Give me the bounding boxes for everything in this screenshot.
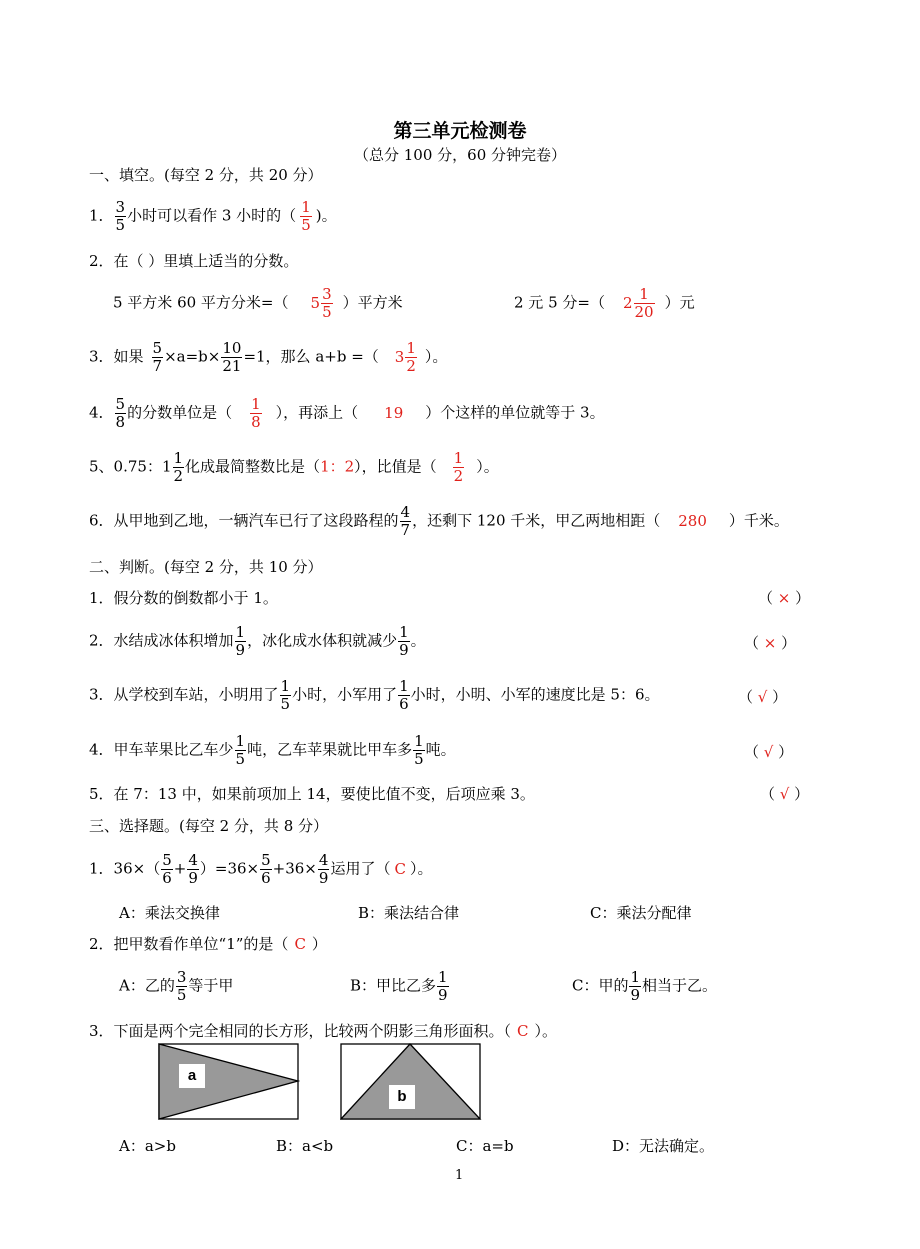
section-2-heading: 二、判断。(每空 2 分，共 10 分） bbox=[89, 558, 323, 576]
section-3-heading: 三、选择题。(每空 2 分，共 8 分） bbox=[89, 817, 329, 835]
answer-fraction: $\frac{1}{8}$ bbox=[251, 395, 261, 431]
fraction: $\frac{4}{9}$ bbox=[188, 851, 198, 887]
answer: C bbox=[517, 1022, 529, 1040]
answer-fraction: $\frac{1}{2}$ bbox=[406, 339, 416, 375]
fraction: $\frac{5}{8}$ bbox=[115, 395, 126, 431]
judge-1: 1．假分数的倒数都小于 1。 bbox=[89, 589, 278, 607]
judge-3: 3．从学校到车站，小明用了 $\frac{1}{5}$ 小时，小军用了 $\frac{1}{6}$ 小时，小明、小军的速度比是 5：6。 bbox=[89, 677, 660, 713]
answer-fraction: $\frac{1}{20}$ bbox=[634, 285, 654, 321]
question-1-6: 6．从甲地到乙地，一辆汽车已行了这段路程的 $\frac{4}{7}$ ，还剩下 120 千米，甲乙两地相距（ 280 ）千米。 bbox=[89, 503, 789, 539]
choice-2-option-c: C：甲的 $\frac{1}{9}$ 相当于乙。 bbox=[572, 968, 718, 1004]
figure-b-label: b bbox=[389, 1085, 415, 1109]
choice-2-option-a: A：乙的 $\frac{3}{5}$ 等于甲 bbox=[119, 968, 234, 1004]
fraction: $\frac{3}{5}$ bbox=[176, 968, 187, 1004]
question-1-2: 2．在（ ）里填上适当的分数。 bbox=[89, 252, 299, 270]
answer-whole: 5 bbox=[310, 293, 321, 312]
choice-3-option-a: A：a>b bbox=[119, 1137, 176, 1155]
question-1-1: 1． $\frac{3}{5}$ 小时可以看作 3 小时的（ $\frac{1}{5}$ )。 bbox=[89, 198, 337, 234]
choice-3: 3．下面是两个完全相同的长方形，比较两个阴影三角形面积。（ C ）。 bbox=[89, 1022, 558, 1040]
answer: 19 bbox=[384, 403, 404, 422]
judge-5: 5．在 7：13 中，如果前项加上 14，要使比值不变，后项应乘 3。 bbox=[89, 785, 535, 803]
judge-5-answer: （ √ ） bbox=[760, 785, 810, 803]
choice-3-option-b: B：a<b bbox=[276, 1137, 334, 1155]
fraction: $\frac{4}{7}$ bbox=[400, 503, 411, 539]
answer: 1：2 bbox=[320, 457, 355, 476]
fraction: $\frac{1}{5}$ bbox=[414, 732, 424, 768]
judge-3-answer: （ √ ） bbox=[738, 688, 788, 706]
answer: C bbox=[294, 935, 306, 953]
question-1-3: 3．如果 $\frac{5}{7}$ ×a=b× $\frac{10}{21}$ =1，那么 a+b =（ 3 $\frac{1}{2}$ ）。 bbox=[89, 339, 448, 375]
choice-1: 1．36×（ $\frac{5}{6}$ + $\frac{4}{9}$ ）=36× $\frac{5}{6}$ +36× $\frac{4}{9}$ 运用了（ C ）。 bbox=[89, 851, 433, 887]
fraction: $\frac{5}{7}$ bbox=[152, 339, 163, 375]
figure-a-label: a bbox=[179, 1064, 205, 1088]
fraction: $\frac{1}{5}$ bbox=[280, 677, 291, 713]
answer-whole: 2 bbox=[622, 293, 633, 312]
judge-4-answer: （ √ ） bbox=[744, 743, 794, 761]
fraction: $\frac{5}{6}$ bbox=[261, 851, 271, 887]
page-number: 1 bbox=[455, 1168, 464, 1183]
question-1-4: 4． $\frac{5}{8}$ 的分数单位是（ $\frac{1}{8}$ ），再添上（ 19 ）个这样的单位就等于 3。 bbox=[89, 395, 605, 431]
page-title: 第三单元检测卷 bbox=[393, 120, 527, 142]
fraction: $\frac{1}{9}$ bbox=[235, 623, 246, 659]
answer: 280 bbox=[678, 511, 707, 530]
answer-fraction: $\frac{1}{2}$ bbox=[453, 449, 464, 485]
fraction: $\frac{1}{5}$ bbox=[235, 732, 246, 768]
choice-2: 2．把甲数看作单位“1”的是（ C ） bbox=[89, 935, 327, 953]
choice-1-option-b: B：乘法结合律 bbox=[358, 904, 460, 922]
rectangle-figure-b bbox=[340, 1043, 482, 1121]
fraction: $\frac{1}{2}$ bbox=[173, 449, 184, 485]
answer: C bbox=[394, 859, 406, 878]
judge-1-answer: （ × ） bbox=[758, 589, 811, 607]
fraction: $\frac{5}{6}$ bbox=[162, 851, 172, 887]
choice-1-option-a: A：乘法交换律 bbox=[119, 904, 220, 922]
judge-2-answer: （ × ） bbox=[744, 634, 797, 652]
judge-4: 4．甲车苹果比乙车少 $\frac{1}{5}$ 吨，乙车苹果就比甲车多 $\frac{1}{5}$ 吨。 bbox=[89, 732, 456, 768]
fraction: $\frac{3}{5}$ bbox=[115, 198, 126, 234]
page-subtitle: （总分 100 分，60 分钟完卷） bbox=[353, 146, 567, 164]
choice-3-option-d: D：无法确定。 bbox=[612, 1137, 715, 1155]
fraction: $\frac{1}{6}$ bbox=[399, 677, 409, 713]
choice-3-option-c: C：a=b bbox=[456, 1137, 514, 1155]
fraction: $\frac{1}{9}$ bbox=[438, 968, 448, 1004]
answer-fraction: $\frac{1}{5}$ bbox=[301, 198, 311, 234]
judge-2: 2．水结成冰体积增加 $\frac{1}{9}$ ，冰化成水体积就减少 $\frac{1}{9}$ 。 bbox=[89, 623, 426, 659]
choice-2-option-b: B：甲比乙多 $\frac{1}{9}$ bbox=[350, 968, 448, 1004]
fraction: $\frac{1}{9}$ bbox=[630, 968, 641, 1004]
fraction: $\frac{10}{21}$ bbox=[222, 339, 242, 375]
section-1-heading: 一、填空。(每空 2 分，共 20 分） bbox=[89, 166, 323, 184]
fraction: $\frac{4}{9}$ bbox=[318, 851, 329, 887]
fraction: $\frac{1}{9}$ bbox=[399, 623, 409, 659]
question-1-5: 5、0.75：1 $\frac{1}{2}$ 化成最简整数比是（1：2），比值是（ $\frac{1}{2}$ ）。 bbox=[89, 449, 499, 485]
answer-whole: 3 bbox=[394, 347, 405, 366]
answer-fraction: $\frac{3}{5}$ bbox=[322, 285, 332, 321]
question-1-2b: 2 元 5 分=（ 2 $\frac{1}{20}$ ）元 bbox=[514, 285, 695, 321]
question-1-2a: 5 平方米 60 平方分米=（ 5 $\frac{3}{5}$ ）平方米 bbox=[113, 285, 403, 321]
choice-1-option-c: C：乘法分配律 bbox=[590, 904, 692, 922]
